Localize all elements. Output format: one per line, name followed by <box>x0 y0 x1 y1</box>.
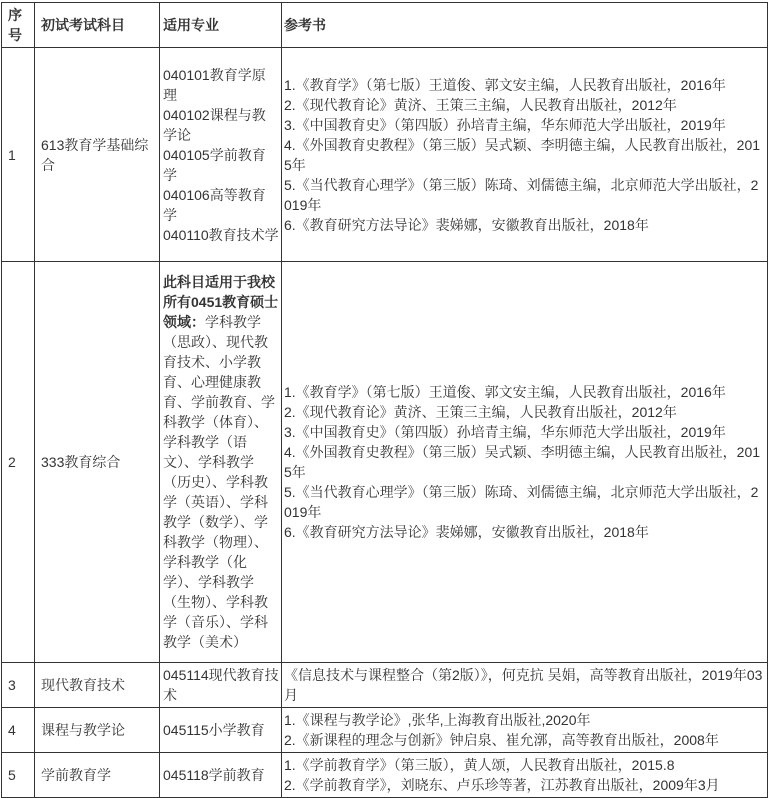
major-entry: 045118学前教育 <box>163 767 265 783</box>
majors-note-bold: 此科目适用于我校所有0451教育硕士领域： <box>163 274 279 330</box>
book-entry: 5.《当代教育心理学》（第三版）陈琦、刘儒德主编，北京师范大学出版社，2019年 <box>284 176 759 213</box>
book-entry: 6.《教育研究方法导论》裴娣娜，安徽教育出版社，2018年 <box>284 216 649 233</box>
applicable-majors <box>160 663 282 708</box>
book-entry: 3.《中国教育史》（第四版）孙培青主编，华东师范大学出版社，2019年 <box>284 424 726 440</box>
col-header-majors: 适用专业 <box>160 3 282 48</box>
row-number: 5 <box>2 753 35 798</box>
table-row <box>2 663 768 708</box>
applicable-majors <box>160 708 282 753</box>
book-entry: 2.《学前教育学》，刘晓东、卢乐珍等著，江苏教育出版社，2009年3月 <box>284 777 720 793</box>
reference-books <box>282 753 768 798</box>
exam-subject: 学前教育学 <box>35 753 160 798</box>
major-entry: 040105学前教育学 <box>163 146 266 183</box>
major-entry: 040110教育技术学 <box>163 226 279 243</box>
applicable-majors <box>160 753 282 798</box>
book-entry: 4.《外国教育史教程》（第三版）吴式颖、李明德主编，人民教育出版社，2015年 <box>284 136 761 173</box>
majors-note: 学科教学（思政）、现代教育技术、小学教育、心理健康教育、学前教育、学科教学（体育）、学科教学（语文）、学科教学（历史）、学科教学（英语）、学科教学（数学）、学科教学（物理）、学科教学（化学）、学科教学（生物）、学科教学（音乐）、学科教学（美术） <box>163 314 275 650</box>
book-entry: 1.《教育学》（第七版）王道俊、郭文安主编，人民教育出版社，2016年 <box>284 384 726 400</box>
row-number: 3 <box>2 663 35 708</box>
col-header-subject: 初试考试科目 <box>35 3 160 48</box>
book-entry: 1.《课程与教学论》,张华,上海教育出版社,2020年 <box>284 712 591 728</box>
major-entry: 045114现代教育技术 <box>163 667 279 703</box>
reference-books <box>282 262 768 663</box>
book-entry: 2.《现代教育论》黄济、王策三主编，人民教育出版社，2012年 <box>284 404 677 420</box>
reference-books <box>282 48 768 262</box>
reference-books-table <box>1 2 768 798</box>
exam-subject: 现代教育技术 <box>35 663 160 708</box>
major-entry: 040102课程与教学论 <box>163 106 266 143</box>
reference-books <box>282 708 768 753</box>
reference-books <box>282 663 768 708</box>
header-row <box>2 3 768 48</box>
exam-subject: 课程与教学论 <box>35 708 160 753</box>
row-number: 2 <box>2 262 35 663</box>
table-row <box>2 262 768 663</box>
major-entry: 040101教育学原理 <box>163 66 266 103</box>
book-entry: 1.《学前教育学》（第三版），黄人颂，人民教育出版社，2015.8 <box>284 757 675 773</box>
applicable-majors <box>160 262 282 663</box>
book-entry: 3.《中国教育史》（第四版）孙培青主编，华东师范大学出版社，2019年 <box>284 116 726 133</box>
book-entry: 2.《新课程的理念与创新》钟启泉、崔允漷，高等教育出版社，2008年 <box>284 732 719 748</box>
book-entry: 《信息技术与课程整合（第2版）》，何克抗 吴娟，高等教育出版社，2019年03月 <box>284 667 763 703</box>
col-header-no: 序 号 <box>2 3 35 48</box>
exam-subject: 613教育学基础综合 <box>35 48 160 262</box>
row-number: 4 <box>2 708 35 753</box>
table-row <box>2 753 768 798</box>
col-header-books: 参考书 <box>282 3 768 48</box>
book-entry: 4.《外国教育史教程》（第三版）吴式颖、李明德主编，人民教育出版社，2015年 <box>284 444 761 480</box>
applicable-majors <box>160 48 282 262</box>
book-entry: 5.《当代教育心理学》（第三版）陈琦、刘儒德主编，北京师范大学出版社，2019年 <box>284 484 759 520</box>
book-entry: 6.《教育研究方法导论》裴娣娜，安徽教育出版社，2018年 <box>284 524 649 540</box>
table-row <box>2 708 768 753</box>
book-entry: 1.《教育学》（第七版）王道俊、郭文安主编，人民教育出版社，2016年 <box>284 76 726 93</box>
row-number: 1 <box>2 48 35 262</box>
exam-subject: 333教育综合 <box>35 262 160 663</box>
book-entry: 2.《现代教育论》黄济、王策三主编，人民教育出版社，2012年 <box>284 96 677 113</box>
major-entry: 045115小学教育 <box>163 722 265 738</box>
table-row <box>2 48 768 262</box>
major-entry: 040106高等教育学 <box>163 186 266 223</box>
